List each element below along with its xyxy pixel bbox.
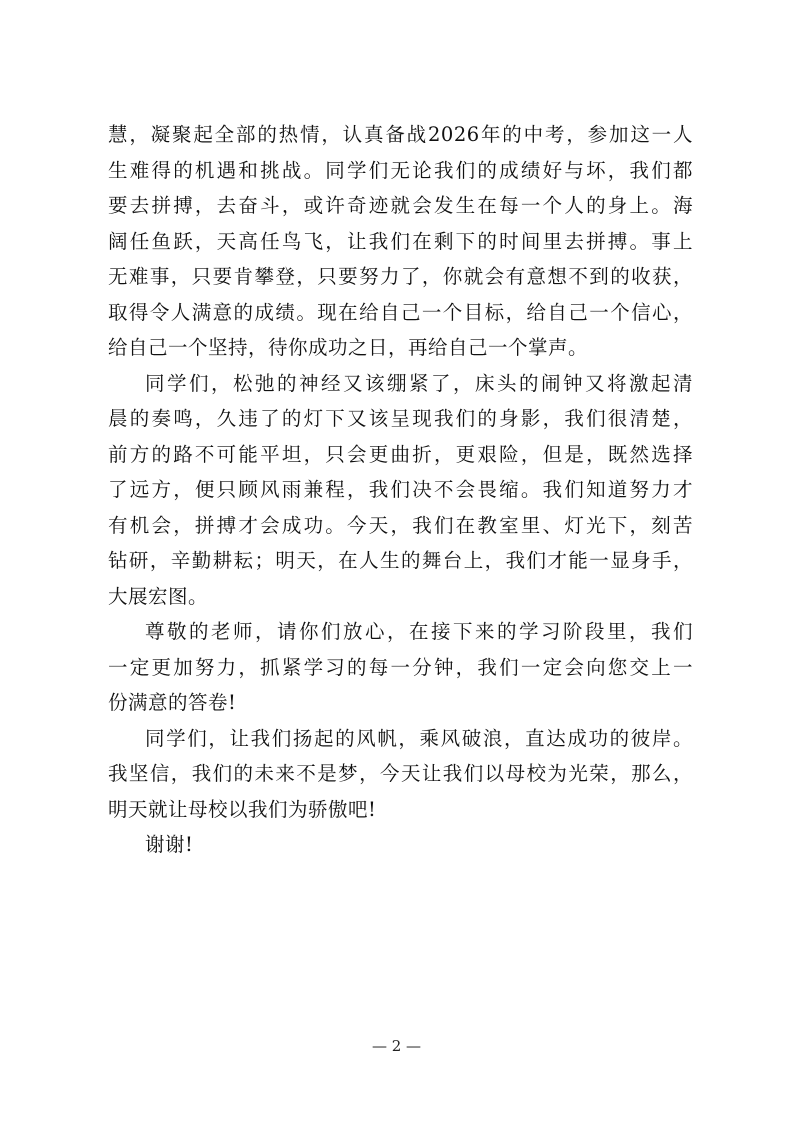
text-line: 我坚信，我们的未来不是梦，今天让我们以母校为光荣，那么， (108, 762, 693, 785)
text-line: 一定更加努力，抓紧学习的每一分钟，我们一定会向您交上一 (108, 655, 693, 679)
text-line: 无难事，只要肯攀登，只要努力了，你就会有意想不到的收获， (108, 265, 693, 288)
text-line: 谢谢! (145, 833, 194, 856)
text-line: 同学们，松弛的神经又该绷紧了，床头的闹钟又将激起清 (145, 371, 693, 395)
text-line: 份满意的答卷! (108, 691, 237, 714)
text-line: 大展宏图。 (108, 584, 209, 608)
text-line: 前方的路不可能平坦，只会更曲折，更艰险，但是，既然选择 (108, 442, 693, 466)
page-number: — 2 — (371, 1037, 422, 1055)
text-line: 同学们，让我们扬起的风帆，乘风破浪，直达成功的彼岸。 (145, 726, 693, 750)
text-line: 有机会，拼搏才会成功。今天，我们在教室里、灯光下，刻苦 (108, 513, 693, 537)
paragraph (108, 721, 693, 828)
text-line: 尊敬的老师，请你们放心，在接下来的学习阶段里，我们 (145, 620, 693, 643)
paragraph (108, 366, 693, 615)
text-line: 取得令人满意的成绩。现在给自己一个目标，给自己一个信心， (108, 300, 693, 324)
document-body (108, 117, 693, 863)
text-line: 要去拼搏，去奋斗，或许奇迹就会发生在每一个人的身上。海 (108, 194, 693, 217)
text-line: 明天就让母校以我们为骄傲吧! (108, 797, 377, 821)
text-line: 慧，凝聚起全部的热情，认真备战2026年的中考，参加这一人 (108, 123, 693, 146)
text-line: 钻研，辛勤耕耘；明天，在人生的舞台上，我们才能一显身手， (108, 549, 693, 572)
text-line: 阔任鱼跃，天高任鸟飞，让我们在剩下的时间里去拼搏。事上 (108, 229, 693, 253)
paragraph (108, 117, 693, 366)
paragraph (108, 614, 693, 721)
paragraph (108, 827, 693, 863)
text-line: 生难得的机遇和挑战。同学们无论我们的成绩好与坏，我们都 (108, 158, 693, 182)
text-line: 给自己一个坚持，待你成功之日，再给自己一个掌声。 (108, 336, 589, 359)
text-line: 了远方，便只顾风雨兼程，我们决不会畏缩。我们知道努力才 (108, 478, 693, 501)
text-line: 晨的奏鸣，久违了的灯下又该呈现我们的身影，我们很清楚， (108, 407, 693, 430)
